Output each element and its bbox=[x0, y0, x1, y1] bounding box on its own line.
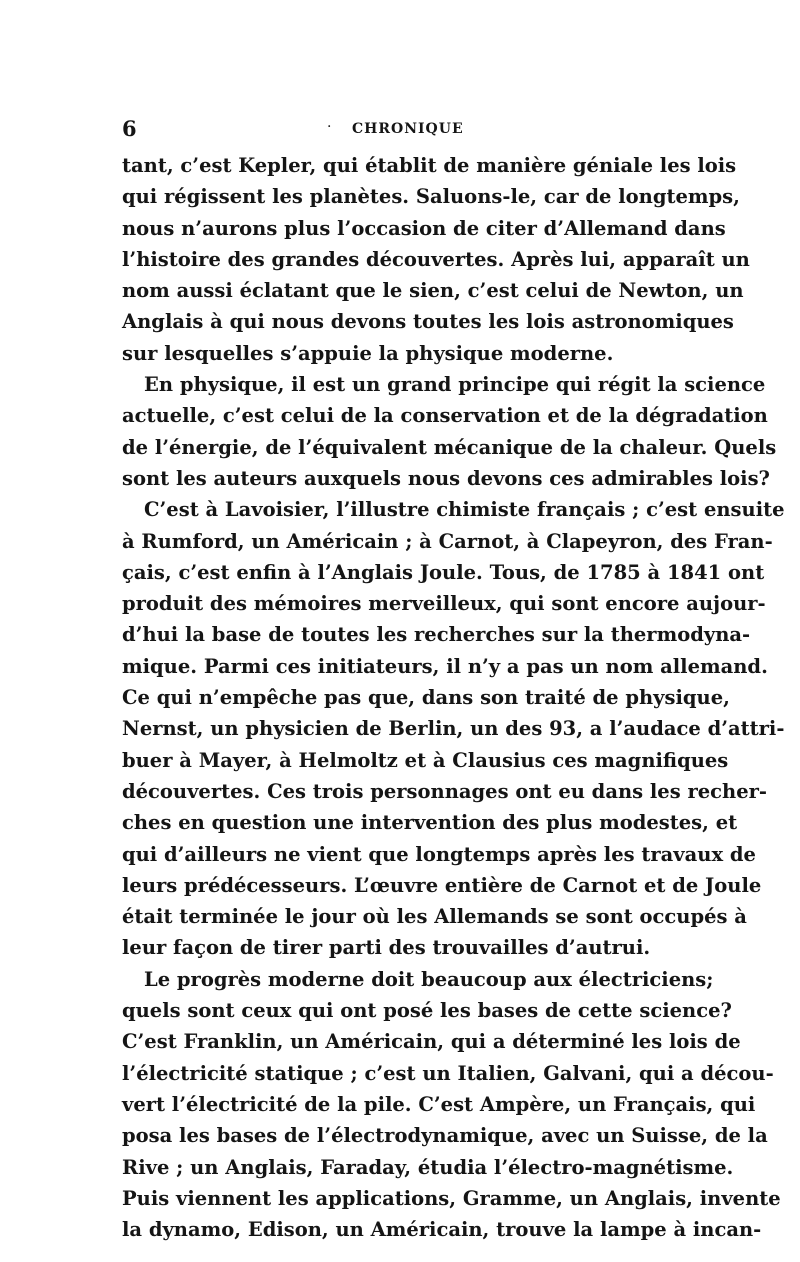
text-line: qui régissent les planètes. Saluons-le, car de longtemps, bbox=[122, 185, 740, 209]
text-line: C’est Franklin, un Américain, qui a déterminé les lois de bbox=[122, 1030, 741, 1054]
text-line: actuelle, c’est celui de la conservation et de la dégradation bbox=[122, 404, 768, 428]
text-line: était terminée le jour où les Allemands se sont occupés à bbox=[122, 905, 747, 929]
body-text bbox=[122, 150, 785, 1245]
text-line: Le progrès moderne doit beaucoup aux électriciens; bbox=[144, 967, 714, 991]
text-line: d’hui la base de toutes les recherches sur la thermodyna- bbox=[122, 623, 751, 647]
text-line: En physique, il est un grand principe qui régit la science bbox=[144, 373, 766, 397]
text-line: nom aussi éclatant que le sien, c’est celui de Newton, un bbox=[122, 279, 744, 303]
text-line: découvertes. Ces trois personnages ont eu dans les recher- bbox=[122, 779, 767, 803]
page-number: 6 bbox=[122, 116, 137, 141]
text-line: l’électricité statique ; c’est un Italien, Galvani, qui a décou- bbox=[122, 1061, 774, 1085]
text-line: vert l’électricité de la pile. C’est Ampère, un Français, qui bbox=[122, 1092, 756, 1116]
text-line: sont les auteurs auxquels nous devons ces admirables lois? bbox=[122, 466, 770, 490]
text-line: posa les bases de l’électrodynamique, avec un Suisse, de la bbox=[122, 1124, 768, 1148]
text-line: leurs prédécesseurs. L’œuvre entière de Carnot et de Joule bbox=[122, 873, 762, 897]
header-dot: · bbox=[327, 119, 332, 135]
text-line: leur façon de tirer parti des trouvailles d’autrui. bbox=[122, 936, 651, 960]
text-line: de l’énergie, de l’équivalent mécanique de la chaleur. Quels bbox=[122, 435, 777, 459]
page-header bbox=[122, 114, 682, 144]
paragraph-kepler-newton bbox=[122, 150, 750, 369]
paragraph-electricity bbox=[122, 964, 781, 1246]
text-line: Anglais à qui nous devons toutes les lois astronomiques bbox=[122, 310, 734, 334]
text-line: quels sont ceux qui ont posé les bases de cette science? bbox=[122, 999, 732, 1023]
text-line: tant, c’est Kepler, qui établit de manière géniale les lois bbox=[122, 154, 737, 177]
paragraph-energy bbox=[122, 369, 777, 494]
text-line: çais, c’est enfin à l’Anglais Joule. Tous, de 1785 à 1841 ont bbox=[122, 560, 765, 584]
text-line: à Rumford, un Américain ; à Carnot, à Clapeyron, des Fran- bbox=[122, 529, 773, 553]
paragraph-thermodynamics bbox=[122, 494, 785, 963]
text-line: Puis viennent les applications, Gramme, un Anglais, invente bbox=[122, 1186, 781, 1210]
text-line: produit des mémoires merveilleux, qui sont encore aujour- bbox=[122, 592, 766, 616]
text-line: C’est à Lavoisier, l’illustre chimiste français ; c’est ensuite bbox=[144, 498, 785, 522]
text-line: mique. Parmi ces initiateurs, il n’y a pas un nom allemand. bbox=[122, 654, 768, 678]
text-line: Ce qui n’empêche pas que, dans son traité de physique, bbox=[122, 686, 730, 710]
text-line: la dynamo, Edison, un Américain, trouve la lampe à incan- bbox=[122, 1218, 762, 1242]
text-line: Rive ; un Anglais, Faraday, étudia l’électro-magnétisme. bbox=[122, 1155, 734, 1179]
text-line: nous n’aurons plus l’occasion de citer d’Allemand dans bbox=[122, 216, 726, 240]
running-title: CHRONIQUE bbox=[352, 121, 464, 137]
text-line: l’histoire des grandes découvertes. Après lui, apparaît un bbox=[122, 247, 750, 271]
text-line: qui d’ailleurs ne vient que longtemps après les travaux de bbox=[122, 842, 756, 866]
text-line: Nernst, un physicien de Berlin, un des 93, a l’audace d’attri- bbox=[122, 717, 785, 741]
text-line: sur lesquelles s’appuie la physique moderne. bbox=[122, 341, 614, 365]
text-line: buer à Mayer, à Helmoltz et à Clausius ces magnifiques bbox=[122, 748, 729, 772]
text-line: ches en question une intervention des plus modestes, et bbox=[122, 811, 738, 835]
